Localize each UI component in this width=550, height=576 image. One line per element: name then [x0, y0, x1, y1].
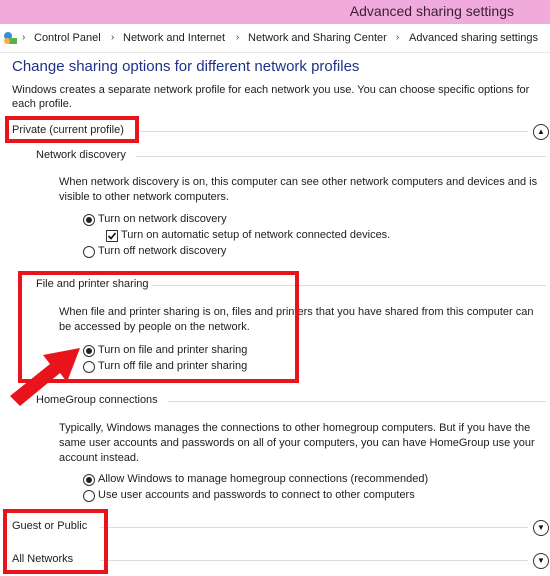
checkbox-auto-setup-label[interactable]: Turn on automatic setup of network connected devices. — [121, 229, 391, 241]
chevron-right-icon[interactable]: › — [396, 32, 400, 43]
breadcrumb-item-control-panel[interactable]: Control Panel — [34, 32, 101, 44]
collapse-chevron-up-icon[interactable]: ▲ — [533, 124, 549, 140]
highlight-box-private — [5, 116, 139, 143]
breadcrumb-item-advanced-sharing[interactable]: Advanced sharing settings — [409, 32, 539, 44]
radio-network-discovery-off-label[interactable]: Turn off network discovery — [98, 245, 227, 257]
radio-file-sharing-off-label[interactable]: Turn off file and printer sharing — [98, 360, 248, 372]
page-title: Change sharing options for different network profiles — [12, 58, 360, 75]
profile-all-networks-label[interactable]: All Networks — [12, 553, 74, 565]
chevron-right-icon: › — [22, 32, 26, 43]
breadcrumb — [0, 24, 550, 53]
network-discovery-text: When network discovery is on, this computer can see other network computers and devices and is visible to other network computers. — [59, 176, 538, 203]
divider — [136, 156, 546, 157]
radio-homegroup-user-accounts[interactable] — [83, 490, 95, 502]
red-arrow-icon — [4, 330, 94, 410]
breadcrumb-item-network-sharing-center[interactable]: Network and Sharing Center — [248, 32, 387, 44]
divider — [168, 401, 546, 402]
profile-guest-label[interactable]: Guest or Public — [12, 520, 88, 532]
radio-network-discovery-on-label[interactable]: Turn on network discovery — [98, 213, 227, 225]
window-title: Advanced sharing settings — [349, 3, 514, 19]
radio-network-discovery-off[interactable] — [83, 246, 95, 258]
homegroup-title: HomeGroup connections — [36, 394, 158, 406]
breadcrumb-item-network-and-internet[interactable]: Network and Internet — [123, 32, 226, 44]
homegroup-text: Typically, Windows manages the connections to other homegroup computers. But if you have the same user accounts and passwords on all of your computers, you can have HomeGroup use your account instead. — [59, 422, 535, 464]
divider — [100, 527, 528, 528]
checkbox-auto-setup[interactable] — [106, 230, 118, 242]
title-bar — [0, 0, 550, 24]
network-discovery-title: Network discovery — [36, 149, 126, 161]
file-sharing-text: When file and printer sharing is on, files and printers that you have shared from this computer can be accessed by people on the network. — [59, 306, 534, 333]
divider — [140, 131, 528, 132]
divider — [100, 560, 528, 561]
page-description: Windows creates a separate network profile for each network you use. You can choose specific options for each profile. — [12, 84, 530, 110]
expand-chevron-down-icon[interactable]: ▼ — [533, 520, 549, 536]
radio-homegroup-user-accounts-label[interactable]: Use user accounts and passwords to connect to other computers — [98, 489, 415, 501]
chevron-right-icon[interactable]: › — [236, 32, 240, 43]
expand-chevron-down-icon[interactable]: ▼ — [533, 553, 549, 569]
radio-homegroup-allow-label[interactable]: Allow Windows to manage homegroup connections (recommended) — [98, 473, 429, 485]
checkmark-icon — [107, 231, 117, 241]
highlight-box-guest-all — [3, 509, 108, 574]
radio-homegroup-allow[interactable] — [83, 474, 95, 486]
profile-private-label[interactable]: Private (current profile) — [12, 124, 124, 136]
control-panel-icon[interactable] — [2, 30, 18, 46]
radio-file-sharing-on-label[interactable]: Turn on file and printer sharing — [98, 344, 248, 356]
file-sharing-title: File and printer sharing — [36, 278, 149, 290]
radio-network-discovery-on[interactable] — [83, 214, 95, 226]
chevron-right-icon[interactable]: › — [111, 32, 115, 43]
